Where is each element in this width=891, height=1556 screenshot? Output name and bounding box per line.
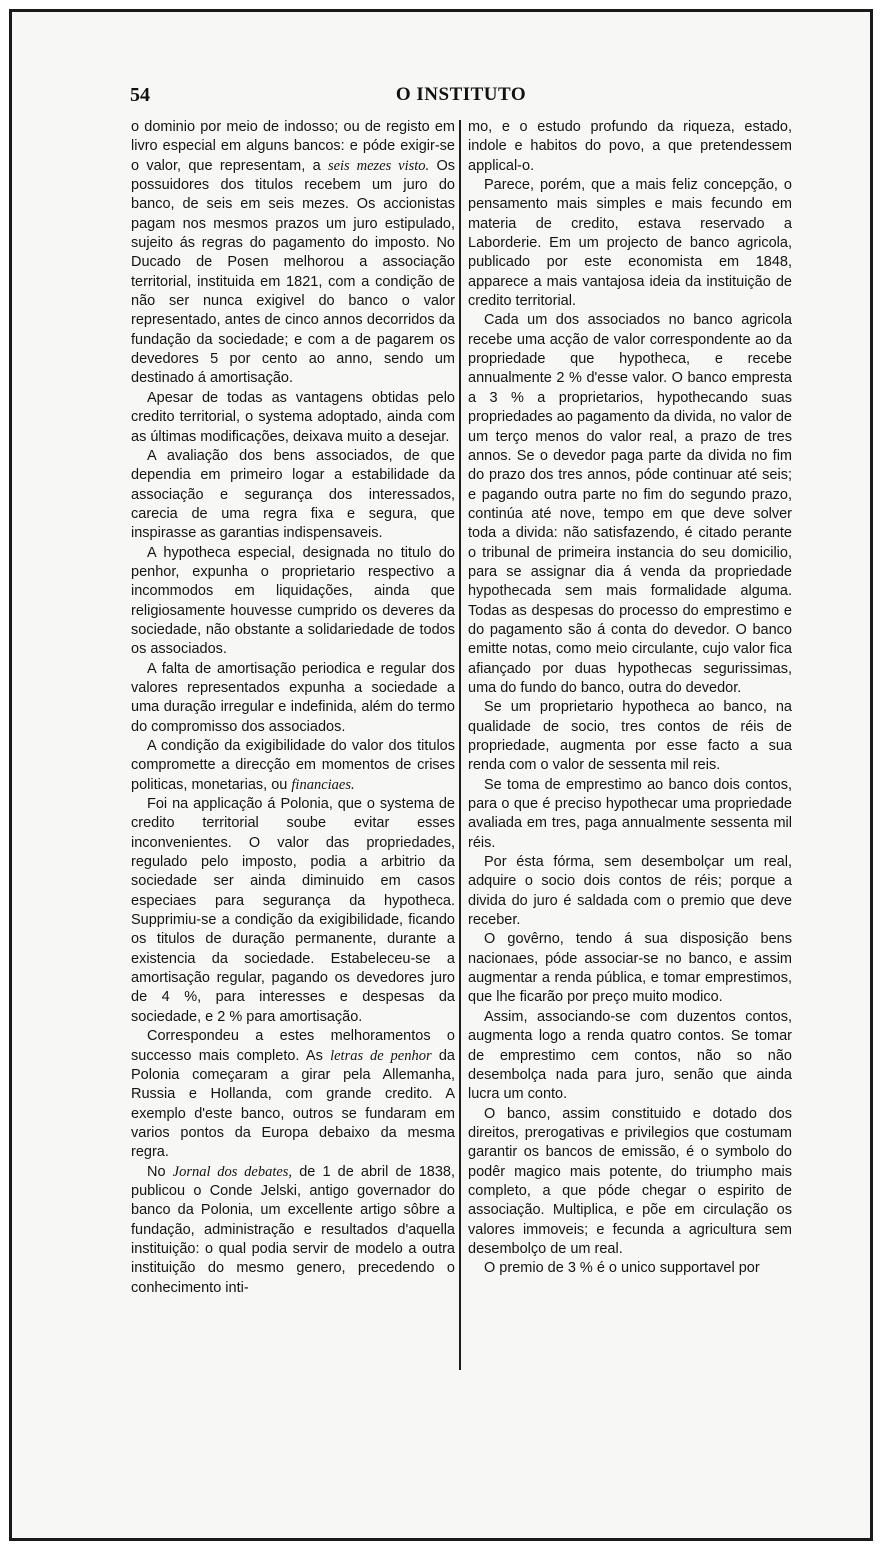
text-run: No xyxy=(147,1163,173,1180)
paragraph xyxy=(468,1008,792,1105)
text-column-left xyxy=(131,118,455,1378)
paragraph xyxy=(468,1259,792,1278)
paragraph xyxy=(468,176,792,311)
page-number: 54 xyxy=(130,84,150,106)
paragraph xyxy=(468,776,792,853)
page-header xyxy=(130,84,792,108)
paragraph xyxy=(131,447,455,544)
text-run: A condição da exigibilidade do valor dos titulos compromette a direcção em momentos de crises politicas, monetarias, ou xyxy=(131,738,455,793)
text-run: O govêrno, tendo á sua disposição bens nacionaes, póde associar-se no banco, e assim augmentar a renda pública, e tomar emprestimos, que lhe ficarão por preço muito modico. xyxy=(468,931,792,1006)
paragraph xyxy=(468,311,792,698)
text-column-right xyxy=(468,118,792,1378)
text-run: de 1 de abril de 1838, publicou o Conde Jelski, antigo governador do banco da Polonia, um excellente artigo sôbre a fundação, administração e resultados d'aquella instituição: o qual podia servir de modelo a outra instituição do mesmo genero, precedendo o conhecimento inti- xyxy=(131,1163,455,1296)
italic-text: seis mezes visto. xyxy=(327,157,430,174)
text-run: Assim, associando-se com duzentos contos, augmenta logo a renda quatro contos. Se tomar de emprestimo cem contos, não so não desembolça nada para juro, senão que ainda lucra um conto. xyxy=(468,1008,792,1103)
paragraph xyxy=(131,737,455,795)
text-run: o dominio por meio de indosso; ou de registo em livro especial em alguns bancos: e póde exigir-se o valor, que representam, a xyxy=(131,119,455,174)
text-run: Foi na applicação á Polonia, que o systema de credito territorial soube evitar esses inconvenientes. O valor das propriedades, regulado pelo imposto, podia a arbitrio da sociedade ser ainda diminuido em casos especiaes para segurança da hypotheca. Supprimiu-se a condição da exigibilidade, ficando os titulos de duração permanente, durante a existencia da sociedade. Estabeleceu-se a amortisação regular, pagando os devedores juro de 4 %, para interesses e despesas da sociedade, e 2 % para amortisação. xyxy=(131,796,455,1025)
text-run: A falta de amortisação periodica e regular dos valores representados expunha a sociedade a uma duração irregular e indefinida, além do termo do compromisso dos associados. xyxy=(131,660,455,735)
text-run: Parece, porém, que a mais feliz concepção, o pensamento mais simples e mais fecundo em materia de credito, estava reservado a Laborderie. Em um projecto de banco agricola, publicado por este economista em 1848, apparece a mais vantajosa ideia da instituição de credito territorial. xyxy=(468,177,792,310)
text-run: Se toma de emprestimo ao banco dois contos, para o que é preciso hypothecar uma propriedade avaliada em tres, paga annualmente sessenta mil réis. xyxy=(468,776,792,851)
paragraph xyxy=(131,118,455,389)
text-run: Correspondeu a estes melhoramentos o successo mais completo. As xyxy=(131,1028,455,1064)
text-run: da Polonia começaram a girar pela Allemanha, Russia e Hollanda, com grande credito. A exemplo d'este banco, outros se fundaram em varios pontos da Europa debaixo da mesma regra. xyxy=(131,1047,455,1161)
text-run: A hypotheca especial, designada no titulo do penhor, expunha o proprietario respectivo a incommodos em liquidações, ainda que religiosamente houvesse cumprido os deveres da sociedade, não obstante a solidariedade de todos os associados. xyxy=(131,544,455,658)
paragraph xyxy=(468,930,792,1007)
text-run: mo, e o estudo profundo da riqueza, estado, indole e habitos do povo, a que pretendessem applical-o. xyxy=(468,119,792,174)
column-divider xyxy=(459,120,461,1370)
paragraph xyxy=(468,1105,792,1260)
text-run: O banco, assim constituido e dotado dos direitos, prerogativas e privilegios que costumam garantir os bancos de emissão, é o symbolo do podêr magico mais potente, do triumpho mais completo, a que póde chegar o espirito de associação. Multiplica, e põe em circulação os valores immoveis; e fecunda a agricultura sem desembolço de um real. xyxy=(468,1105,792,1257)
paragraph xyxy=(131,795,455,1027)
paragraph xyxy=(468,698,792,775)
text-run: Se um proprietario hypotheca ao banco, na qualidade de socio, tres contos de réis de propriedade, augmenta por esse facto a sua renda com o valor de sessenta mil reis. xyxy=(468,699,792,774)
paragraph xyxy=(131,389,455,447)
paragraph xyxy=(468,853,792,930)
text-run: Os possuidores dos titulos recebem um juro do banco, de seis em seis mezes. Os accionistas pagam nos mesmos prazos um juro estipulado, sujeito ás regras do pagamento do imposto. No Ducado de Posen melhorou a associação territorial, instituida em 1821, com a condição de não ser nunca exigivel do banco o valor representado, antes de cinco annos decorridos da fundação da sociedade; e com a de pagarem os devedores 5 por cento ao anno, sendo um destinado á amortisação. xyxy=(131,157,455,387)
italic-text: letras de penhor xyxy=(330,1047,432,1064)
running-title: O INSTITUTO xyxy=(395,84,527,105)
italic-text: financiaes. xyxy=(291,776,355,793)
paragraph xyxy=(131,1163,455,1298)
paragraph xyxy=(468,118,792,176)
paragraph xyxy=(131,544,455,660)
italic-text: Jornal dos debates, xyxy=(172,1163,293,1180)
text-run: Cada um dos associados no banco agricola recebe uma acção de valor correspondente ao da propriedade que hypotheca, e recebe annualmente 2 % d'esse valor. O banco empresta a 3 % a proprietarios, hypothecando suas propriedades ao pagamento da divida, no valor de um terço menos do valor real, a prazo de tres annos. Se o devedor paga parte da divida no fim do prazo dos tres annos, póde continuar até seis; e pagando outra parte no fim do segundo prazo, continúa até nove, tempo em que deve solver toda a divida: não satisfazendo, é citado perante o tribunal de primeira instancia do seu domicilio, para se assignar dia á venda da propriedade hypothecada sem mais formalidade alguma. Todas as despesas do processo do emprestimo e do pagamento são á conta do devedor. O banco emitte notas, como meio circulante, cujo valor fica afiançado por duas hypothecas segurissimas, uma do fundo do banco, outra do devedor. xyxy=(468,312,792,696)
paragraph xyxy=(131,660,455,737)
text-run: Por ésta fórma, sem desembolçar um real, adquire o socio dois contos de réis; porque a divida do juro é saldada com o premio que deve receber. xyxy=(468,854,792,929)
paragraph xyxy=(131,1027,455,1162)
text-run: O premio de 3 % é o unico supportavel por xyxy=(484,1260,760,1277)
text-run: A avaliação dos bens associados, de que dependia em primeiro logar a estabilidade da associação e segurança dos interessados, carecia de uma regra fixa e segura, que inspirasse as garantias indispensaveis. xyxy=(131,447,455,542)
text-run: Apesar de todas as vantagens obtidas pelo credito territorial, o systema adoptado, ainda com as últimas modificações, deixava muito a desejar. xyxy=(131,389,455,445)
